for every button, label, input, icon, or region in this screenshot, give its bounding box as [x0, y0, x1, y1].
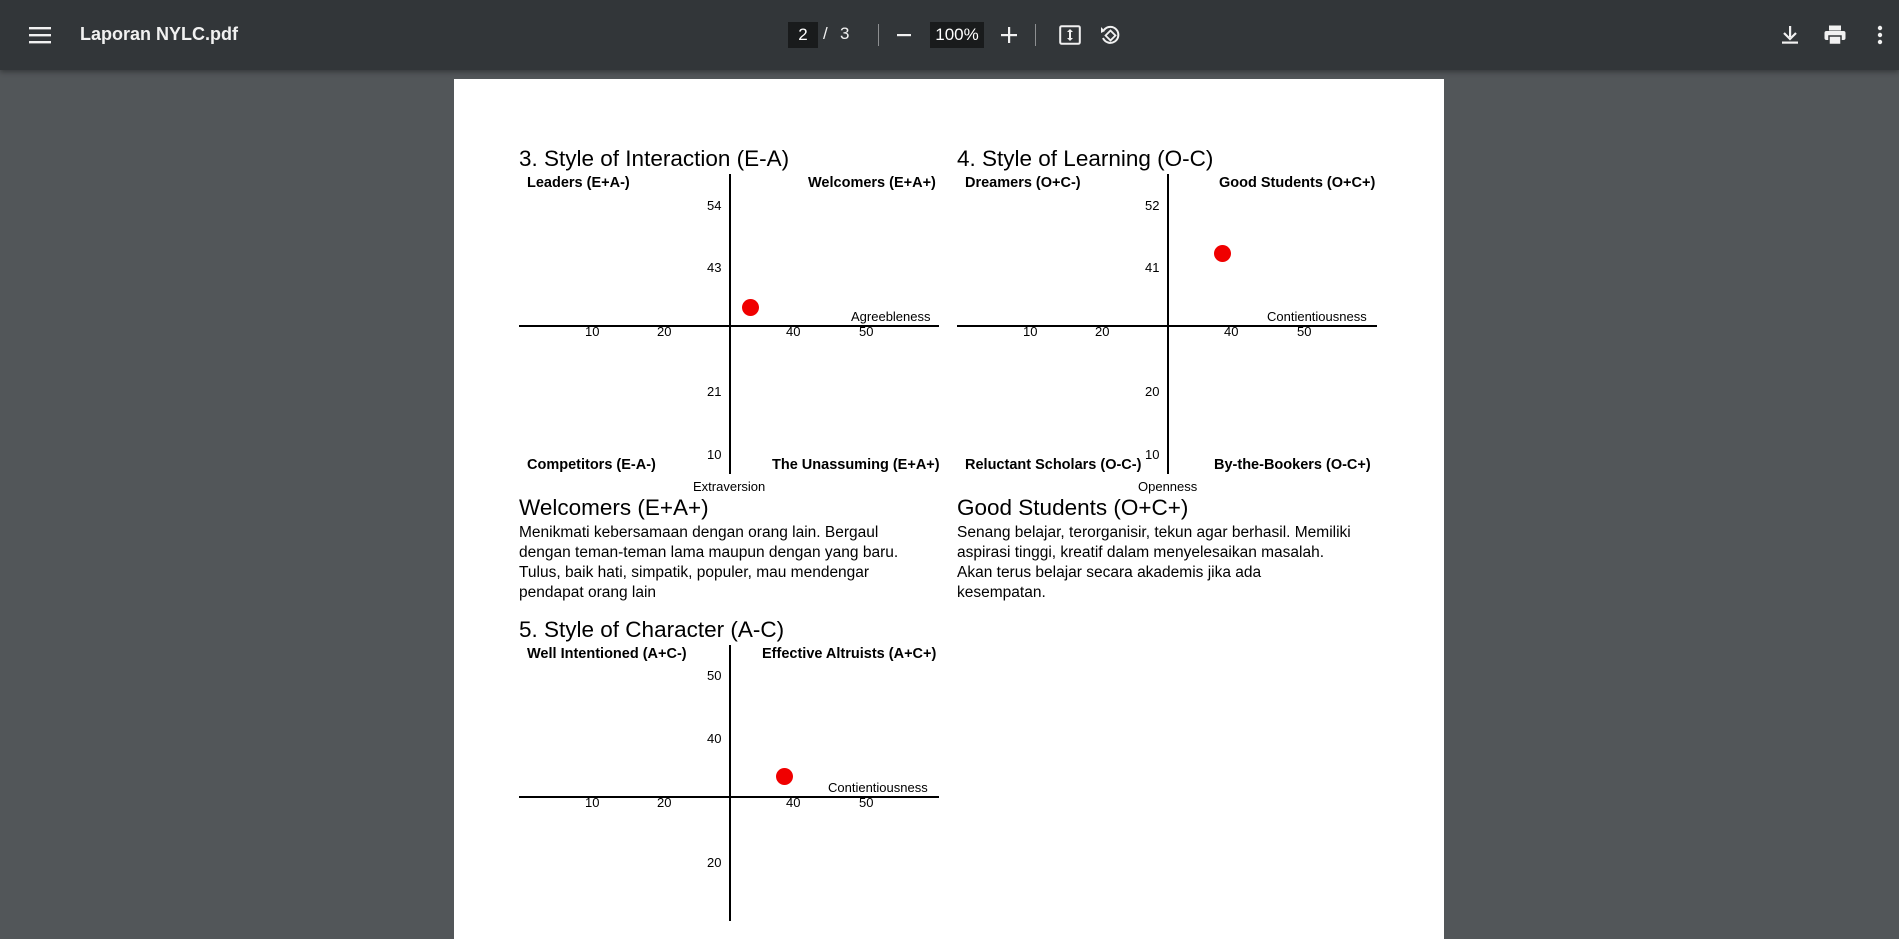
- quadrant-bottom-left-label: Reluctant Scholars (O-C-): [965, 457, 1142, 473]
- y-axis-label: Openness: [1138, 479, 1198, 494]
- result-description: Senang belajar, terorganisir, tekun agar berhasil. Memiliki aspirasi tinggi, kreatif dalam menyelesaikan masalah. Akan terus belajar secara akademis jika ada kesempatan.: [957, 524, 1351, 601]
- x-axis-label: Contientiousness: [828, 780, 928, 795]
- zoom-level-input[interactable]: 100%: [930, 22, 984, 48]
- toolbar-divider: [1035, 24, 1036, 46]
- x-tick-label: 10: [585, 795, 600, 810]
- zoom-out-button[interactable]: [884, 15, 924, 55]
- quadrant-bottom-right-label: By-the-Bookers (O-C+): [1214, 457, 1371, 473]
- y-tick-label: 10: [707, 447, 722, 462]
- x-tick-label: 10: [585, 324, 600, 339]
- chart-interaction-title: 3. Style of Interaction (E-A): [519, 146, 790, 171]
- hamburger-menu-icon: [29, 26, 51, 44]
- y-tick-label: 54: [707, 198, 722, 213]
- result-heading: Good Students (O+C+): [957, 495, 1189, 520]
- x-tick-label: 20: [657, 324, 672, 339]
- toolbar-divider: [878, 24, 879, 46]
- y-tick-label: 50: [707, 668, 722, 683]
- y-tick-label: 10: [1145, 447, 1160, 462]
- pdf-toolbar: [0, 0, 1899, 70]
- more-vertical-icon: [1877, 25, 1883, 45]
- x-axis-label: Contientiousness: [1267, 309, 1367, 324]
- score-marker: [1214, 245, 1231, 262]
- plus-icon: [1000, 26, 1018, 44]
- download-icon: [1781, 25, 1799, 45]
- x-tick-label: 20: [1095, 324, 1110, 339]
- y-axis-label: Extraversion: [693, 479, 766, 494]
- pdf-page: [454, 79, 1444, 939]
- print-button[interactable]: [1815, 15, 1855, 55]
- x-tick-label: 40: [786, 795, 801, 810]
- y-tick-label: 20: [1145, 384, 1160, 399]
- x-tick-label: 50: [859, 324, 874, 339]
- document-title: Laporan NYLC.pdf: [80, 24, 238, 44]
- y-tick-label: 21: [707, 384, 722, 399]
- quadrant-top-left-label: Well Intentioned (A+C-): [527, 646, 687, 662]
- page-number-input[interactable]: 2: [788, 22, 818, 48]
- y-tick-label: 20: [707, 855, 722, 870]
- minus-icon: [896, 27, 912, 43]
- score-marker: [742, 299, 759, 316]
- x-tick-label: 40: [786, 324, 801, 339]
- x-axis-line: [957, 325, 1377, 327]
- x-axis-line: [519, 325, 939, 327]
- x-axis-line: [519, 796, 939, 798]
- quadrant-top-right-label: Effective Altruists (A+C+): [762, 646, 937, 662]
- result-description: Menikmati kebersamaan dengan orang lain. Bergaul dengan teman-teman lama maupun dengan yang baru. Tulus, baik hati, simpatik, populer, mau mendengar pendapat orang lain: [519, 524, 899, 601]
- quadrant-top-left-label: Dreamers (O+C-): [965, 175, 1081, 191]
- page-total: 3: [840, 24, 850, 43]
- y-tick-label: 52: [1145, 198, 1160, 213]
- x-tick-label: 40: [1224, 324, 1239, 339]
- page-separator: /: [823, 24, 828, 43]
- quadrant-bottom-right-label: The Unassuming (E+A+): [772, 457, 940, 473]
- quadrant-bottom-left-label: Competitors (E-A-): [527, 457, 656, 473]
- x-tick-label: 10: [1023, 324, 1038, 339]
- fit-page-icon: [1059, 25, 1081, 45]
- quadrant-top-right-label: Good Students (O+C+): [1219, 175, 1376, 191]
- chart-learning-title: 4. Style of Learning (O-C): [957, 146, 1214, 171]
- print-icon: [1824, 25, 1846, 45]
- score-marker: [776, 768, 793, 785]
- rotate-icon: [1099, 24, 1121, 46]
- x-tick-label: 50: [859, 795, 874, 810]
- rotate-button[interactable]: [1090, 15, 1130, 55]
- x-tick-label: 50: [1297, 324, 1312, 339]
- fit-to-page-button[interactable]: [1050, 15, 1090, 55]
- result-heading: Welcomers (E+A+): [519, 495, 709, 520]
- y-tick-label: 41: [1145, 260, 1160, 275]
- zoom-in-button[interactable]: [989, 15, 1029, 55]
- chart-character-title: 5. Style of Character (A-C): [519, 617, 785, 642]
- y-axis-line: [729, 645, 731, 921]
- y-axis-line: [729, 174, 731, 474]
- more-actions-button[interactable]: [1860, 15, 1899, 55]
- y-axis-line: [1167, 174, 1169, 474]
- x-axis-label: Agreebleness: [851, 309, 931, 324]
- x-tick-label: 20: [657, 795, 672, 810]
- download-button[interactable]: [1770, 15, 1810, 55]
- y-tick-label: 40: [707, 731, 722, 746]
- quadrant-top-right-label: Welcomers (E+A+): [808, 175, 936, 191]
- quadrant-top-left-label: Leaders (E+A-): [527, 175, 630, 191]
- menu-button[interactable]: [20, 15, 60, 55]
- y-tick-label: 43: [707, 260, 722, 275]
